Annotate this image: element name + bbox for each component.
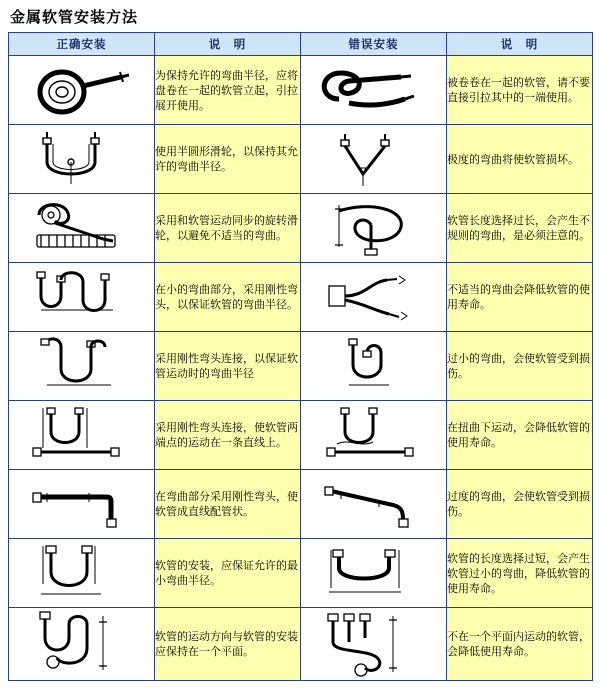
- figure-rigid-elbow-at-small-bend: [9, 263, 155, 332]
- note-correct: 在弯曲部分采用刚性弯头，使软管成直线配管状。: [155, 470, 301, 539]
- note-wrong: 不适当的弯曲会降低软管的使用寿命。: [447, 263, 593, 332]
- figure-too-small-bend-radius-damage: [301, 332, 447, 401]
- note-correct: 采用刚性弯头连接，以保证软管运动时的弯曲半径: [155, 332, 301, 401]
- column-header-correct-note: 说 明: [155, 33, 301, 56]
- figure-hose-too-short-small-bend: [301, 539, 447, 608]
- table-row: [9, 263, 593, 332]
- note-correct: 软管的安装，应保证允许的最小弯曲半径。: [155, 539, 301, 608]
- table-row: [9, 194, 593, 263]
- figure-hose-too-long-irregular-bend: [301, 194, 447, 263]
- table-row: [9, 56, 593, 125]
- note-correct: 采用刚性弯头连接，使软管两端点的运动在一条直线上。: [155, 401, 301, 470]
- note-wrong: 软管的长度选择过短，会产生软管过小的弯曲，降低软管的使用寿命。: [447, 539, 593, 608]
- figure-hose-bent-sharply-at-point: [301, 125, 447, 194]
- figure-hose-over-semicircular-pulley: [9, 125, 155, 194]
- note-correct: 使用半圆形滑轮，以保持其允许的弯曲半径。: [155, 125, 301, 194]
- figure-rigid-elbow-both-ends-straight-line: [9, 401, 155, 470]
- note-wrong: 过度的弯曲，会使软管受到损伤。: [447, 470, 593, 539]
- table-row: [9, 125, 593, 194]
- column-header-wrong-install: 错误安装: [301, 33, 447, 56]
- table-row: [9, 539, 593, 608]
- figure-motion-direction-same-plane: [9, 608, 155, 681]
- table-row: [9, 470, 593, 539]
- figure-improper-bend-reduces-life: [301, 263, 447, 332]
- note-wrong: 在扭曲下运动，会降低软管的使用寿命。: [447, 401, 593, 470]
- table-row: [9, 401, 593, 470]
- figure-hose-on-synchronized-rotating-pulley: [9, 194, 155, 263]
- hose-installation-table: [8, 32, 593, 681]
- figure-motion-out-of-plane: [301, 608, 447, 681]
- figure-minimum-allowable-bend-radius-loop: [9, 539, 155, 608]
- note-wrong: 过小的弯曲，会使软管受到损伤。: [447, 332, 593, 401]
- note-wrong: 不在一个平面内运动的软管，会降低使用寿命。: [447, 608, 593, 681]
- note-wrong: 极度的弯曲将使软管损坏。: [447, 125, 593, 194]
- figure-rigid-elbow-connection-u-bend: [9, 332, 155, 401]
- table-body: [9, 56, 593, 681]
- page-title: 金属软管安装方法: [10, 8, 139, 26]
- column-header-correct-install: 正确安装: [9, 33, 155, 56]
- note-wrong: 软管长度选择过长，会产生不规则的弯曲，是必须注意的。: [447, 194, 593, 263]
- figure-excessive-bend-damage: [301, 470, 447, 539]
- table-header-row: [9, 33, 593, 56]
- figure-coiled-hose-pulled-from-middle: [301, 56, 447, 125]
- note-correct: 为保持允许的弯曲半径，应将盘卷在一起的软管立起，引拉展开使用。: [155, 56, 301, 125]
- figure-coiled-hose-standing-on-reel: [9, 56, 155, 125]
- figure-rigid-elbow-straight-piping: [9, 470, 155, 539]
- column-header-wrong-note: 说 明: [447, 33, 593, 56]
- note-correct: 在小的弯曲部分，采用刚性弯头，以保证软管的弯曲半径。: [155, 263, 301, 332]
- note-correct: 采用和软管运动同步的旋转滑轮，以避免不适当的弯曲。: [155, 194, 301, 263]
- note-wrong: 被卷卷在一起的软管，请不要直接引拉其中的一端使用。: [447, 56, 593, 125]
- table-row: [9, 332, 593, 401]
- table-row: [9, 608, 593, 681]
- table-header: [9, 33, 593, 56]
- figure-twisting-motion-reduces-life: [301, 401, 447, 470]
- note-correct: 软管的运动方向与软管的安装应保持在一个平面。: [155, 608, 301, 681]
